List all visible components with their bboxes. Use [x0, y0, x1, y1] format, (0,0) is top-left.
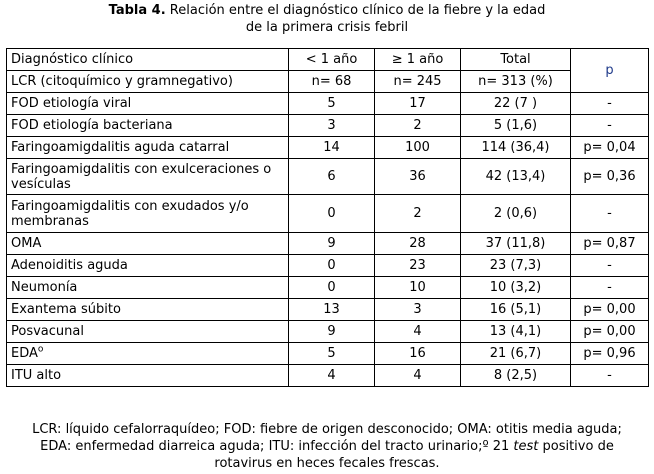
cell-ge1: 10: [375, 277, 461, 299]
cell-diagnosis: [7, 233, 289, 255]
cell-diagnosis: [7, 343, 289, 365]
cell-p: -: [571, 93, 649, 115]
data-table: [6, 48, 649, 387]
cell-diagnosis: [7, 321, 289, 343]
diagnosis-text: OMA: [11, 236, 42, 251]
subheader-row: [7, 71, 649, 93]
cell-p: -: [571, 365, 649, 387]
footnote-marker: o: [37, 344, 44, 355]
cell-total: 42 (13,4): [461, 159, 571, 195]
cell-total: 37 (11,8): [461, 233, 571, 255]
cell-ge1: 2: [375, 195, 461, 233]
cell-lt1: 9: [289, 321, 375, 343]
cell-lt1: 4: [289, 365, 375, 387]
cell-ge1: 4: [375, 321, 461, 343]
diagnosis-text: FOD etiología bacteriana: [11, 118, 173, 133]
cell-p: p= 0,96: [571, 343, 649, 365]
table-row: [7, 159, 649, 195]
cell-diagnosis: [7, 115, 289, 137]
cell-lt1: 14: [289, 137, 375, 159]
cell-total: 5 (1,6): [461, 115, 571, 137]
cell-diagnosis: [7, 299, 289, 321]
caption-line1: Relación entre el diagnóstico clínico de la fiebre y la edad: [169, 3, 546, 18]
cell-ge1: 36: [375, 159, 461, 195]
subheader-lt1: n= 68: [289, 71, 375, 93]
cell-total: 16 (5,1): [461, 299, 571, 321]
cell-diagnosis: [7, 159, 289, 195]
subheader-total: n= 313 (%): [461, 71, 571, 93]
cell-ge1: 17: [375, 93, 461, 115]
cell-ge1: 16: [375, 343, 461, 365]
table-row: [7, 93, 649, 115]
cell-p: p= 0,87: [571, 233, 649, 255]
cell-p: p= 0,04: [571, 137, 649, 159]
cell-lt1: 0: [289, 195, 375, 233]
subheader-ge1: n= 245: [375, 71, 461, 93]
cell-p: -: [571, 195, 649, 233]
table-row: [7, 277, 649, 299]
cell-diagnosis: [7, 137, 289, 159]
cell-lt1: 0: [289, 277, 375, 299]
cell-lt1: 5: [289, 343, 375, 365]
cell-total: 21 (6,7): [461, 343, 571, 365]
subheader-dx: LCR (citoquímico y gramnegativo): [7, 71, 289, 93]
footnote-part1: LCR: líquido cefalorraquídeo; FOD: fiebre de origen desconocido; OMA: otitis media aguda; EDA: enfermedad diarreica aguda; ITU: infección del tracto urinario;º 21: [32, 422, 622, 454]
diagnosis-text: Faringoamigdalitis con exulceraciones o vesículas: [11, 161, 272, 192]
table-row: [7, 365, 649, 387]
table-caption: [0, 2, 654, 36]
table-row: [7, 321, 649, 343]
cell-p: -: [571, 277, 649, 299]
diagnosis-text: Adenoiditis aguda: [11, 258, 128, 273]
caption-line2: de la primera crisis febril: [245, 20, 409, 35]
cell-diagnosis: [7, 195, 289, 233]
cell-total: 8 (2,5): [461, 365, 571, 387]
cell-lt1: 5: [289, 93, 375, 115]
cell-total: 23 (7,3): [461, 255, 571, 277]
header-ge1: ≥ 1 año: [375, 49, 461, 71]
cell-lt1: 6: [289, 159, 375, 195]
cell-ge1: 100: [375, 137, 461, 159]
diagnosis-text: Posvacunal: [11, 324, 84, 339]
cell-diagnosis: [7, 365, 289, 387]
cell-diagnosis: [7, 93, 289, 115]
cell-ge1: 2: [375, 115, 461, 137]
cell-lt1: 13: [289, 299, 375, 321]
table-row: [7, 195, 649, 233]
cell-ge1: 4: [375, 365, 461, 387]
cell-lt1: 9: [289, 233, 375, 255]
table-row: [7, 115, 649, 137]
caption-label: Tabla 4.: [108, 3, 166, 18]
cell-diagnosis: [7, 277, 289, 299]
table-row: [7, 233, 649, 255]
cell-lt1: 0: [289, 255, 375, 277]
diagnosis-text: EDA: [11, 346, 38, 361]
cell-p: p= 0,36: [571, 159, 649, 195]
diagnosis-text: Neumonía: [11, 280, 78, 295]
table-row: [7, 255, 649, 277]
diagnosis-text: Exantema súbito: [11, 302, 121, 317]
footnote-italic: test: [513, 439, 539, 454]
cell-lt1: 3: [289, 115, 375, 137]
diagnosis-text: ITU alto: [11, 368, 62, 383]
cell-p: -: [571, 115, 649, 137]
header-total: Total: [461, 49, 571, 71]
cell-total: 114 (36,4): [461, 137, 571, 159]
table-row: [7, 343, 649, 365]
cell-ge1: 28: [375, 233, 461, 255]
cell-p: p= 0,00: [571, 321, 649, 343]
header-dx: Diagnóstico clínico: [7, 49, 289, 71]
header-row: [7, 49, 649, 71]
table-body: [7, 49, 649, 387]
diagnosis-text: Faringoamigdalitis con exudados y/o membranas: [11, 198, 249, 229]
cell-total: 22 (7 ): [461, 93, 571, 115]
cell-diagnosis: [7, 255, 289, 277]
cell-ge1: 3: [375, 299, 461, 321]
header-lt1: < 1 año: [289, 49, 375, 71]
header-p: p: [571, 49, 649, 93]
cell-p: p= 0,00: [571, 299, 649, 321]
cell-ge1: 23: [375, 255, 461, 277]
cell-total: 13 (4,1): [461, 321, 571, 343]
diagnosis-text: Faringoamigdalitis aguda catarral: [11, 140, 230, 155]
table-row: [7, 137, 649, 159]
cell-total: 10 (3,2): [461, 277, 571, 299]
table-footnote: [20, 421, 634, 472]
table-row: [7, 299, 649, 321]
footnote-part2: positivo de rotavirus en heces fecales frescas.: [214, 439, 614, 471]
cell-p: -: [571, 255, 649, 277]
diagnosis-text: FOD etiología viral: [11, 96, 132, 111]
cell-total: 2 (0,6): [461, 195, 571, 233]
